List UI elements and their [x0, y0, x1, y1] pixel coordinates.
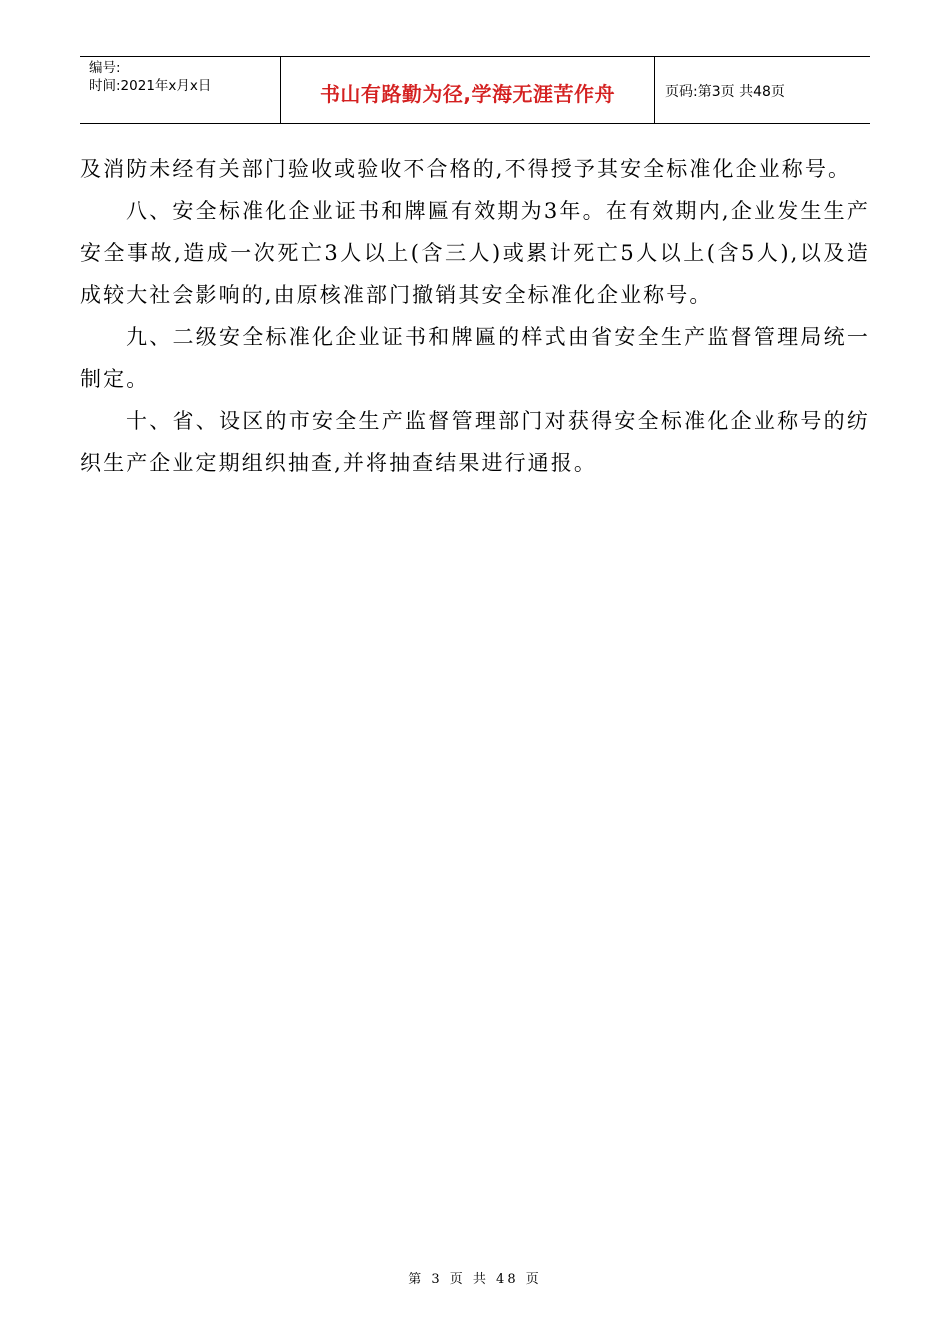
document-time-label: 时间:2021年x月x日: [89, 78, 212, 94]
document-number-label: 编号:: [89, 60, 121, 76]
header-motto-cell: [281, 57, 655, 123]
footer-page-number: 第 3 页 共 48 页: [408, 1272, 542, 1287]
body-paragraph: 及消防未经有关部门验收或验收不合格的,不得授予其安全标准化企业称号。: [80, 157, 852, 181]
header-meta-cell: [80, 57, 281, 123]
body-paragraph: 八、安全标准化企业证书和牌匾有效期为3年。在有效期内,企业发生生产安全事故,造成一次死亡3人以上(含三人)或累计死亡5人以上(含5人),以及造成较大社会影响的,由原核准部门撤销其安全标准化企业称号。: [80, 199, 870, 307]
header-motto: 书山有路勤为径,学海无涯苦作舟: [319, 81, 616, 106]
body-paragraph: 九、二级安全标准化企业证书和牌匾的样式由省安全生产监督管理局统一制定。: [80, 325, 870, 391]
header-page-cell: [655, 57, 870, 123]
body-paragraph: 十、省、设区的市安全生产监督管理部门对获得安全标准化企业称号的纺织生产企业定期组织抽查,并将抽查结果进行通报。: [80, 409, 870, 475]
document-body: [80, 148, 870, 484]
header-page-info: 页码:第3页 共48页: [665, 84, 785, 100]
page-footer: [0, 1268, 950, 1287]
document-header: [80, 56, 870, 124]
